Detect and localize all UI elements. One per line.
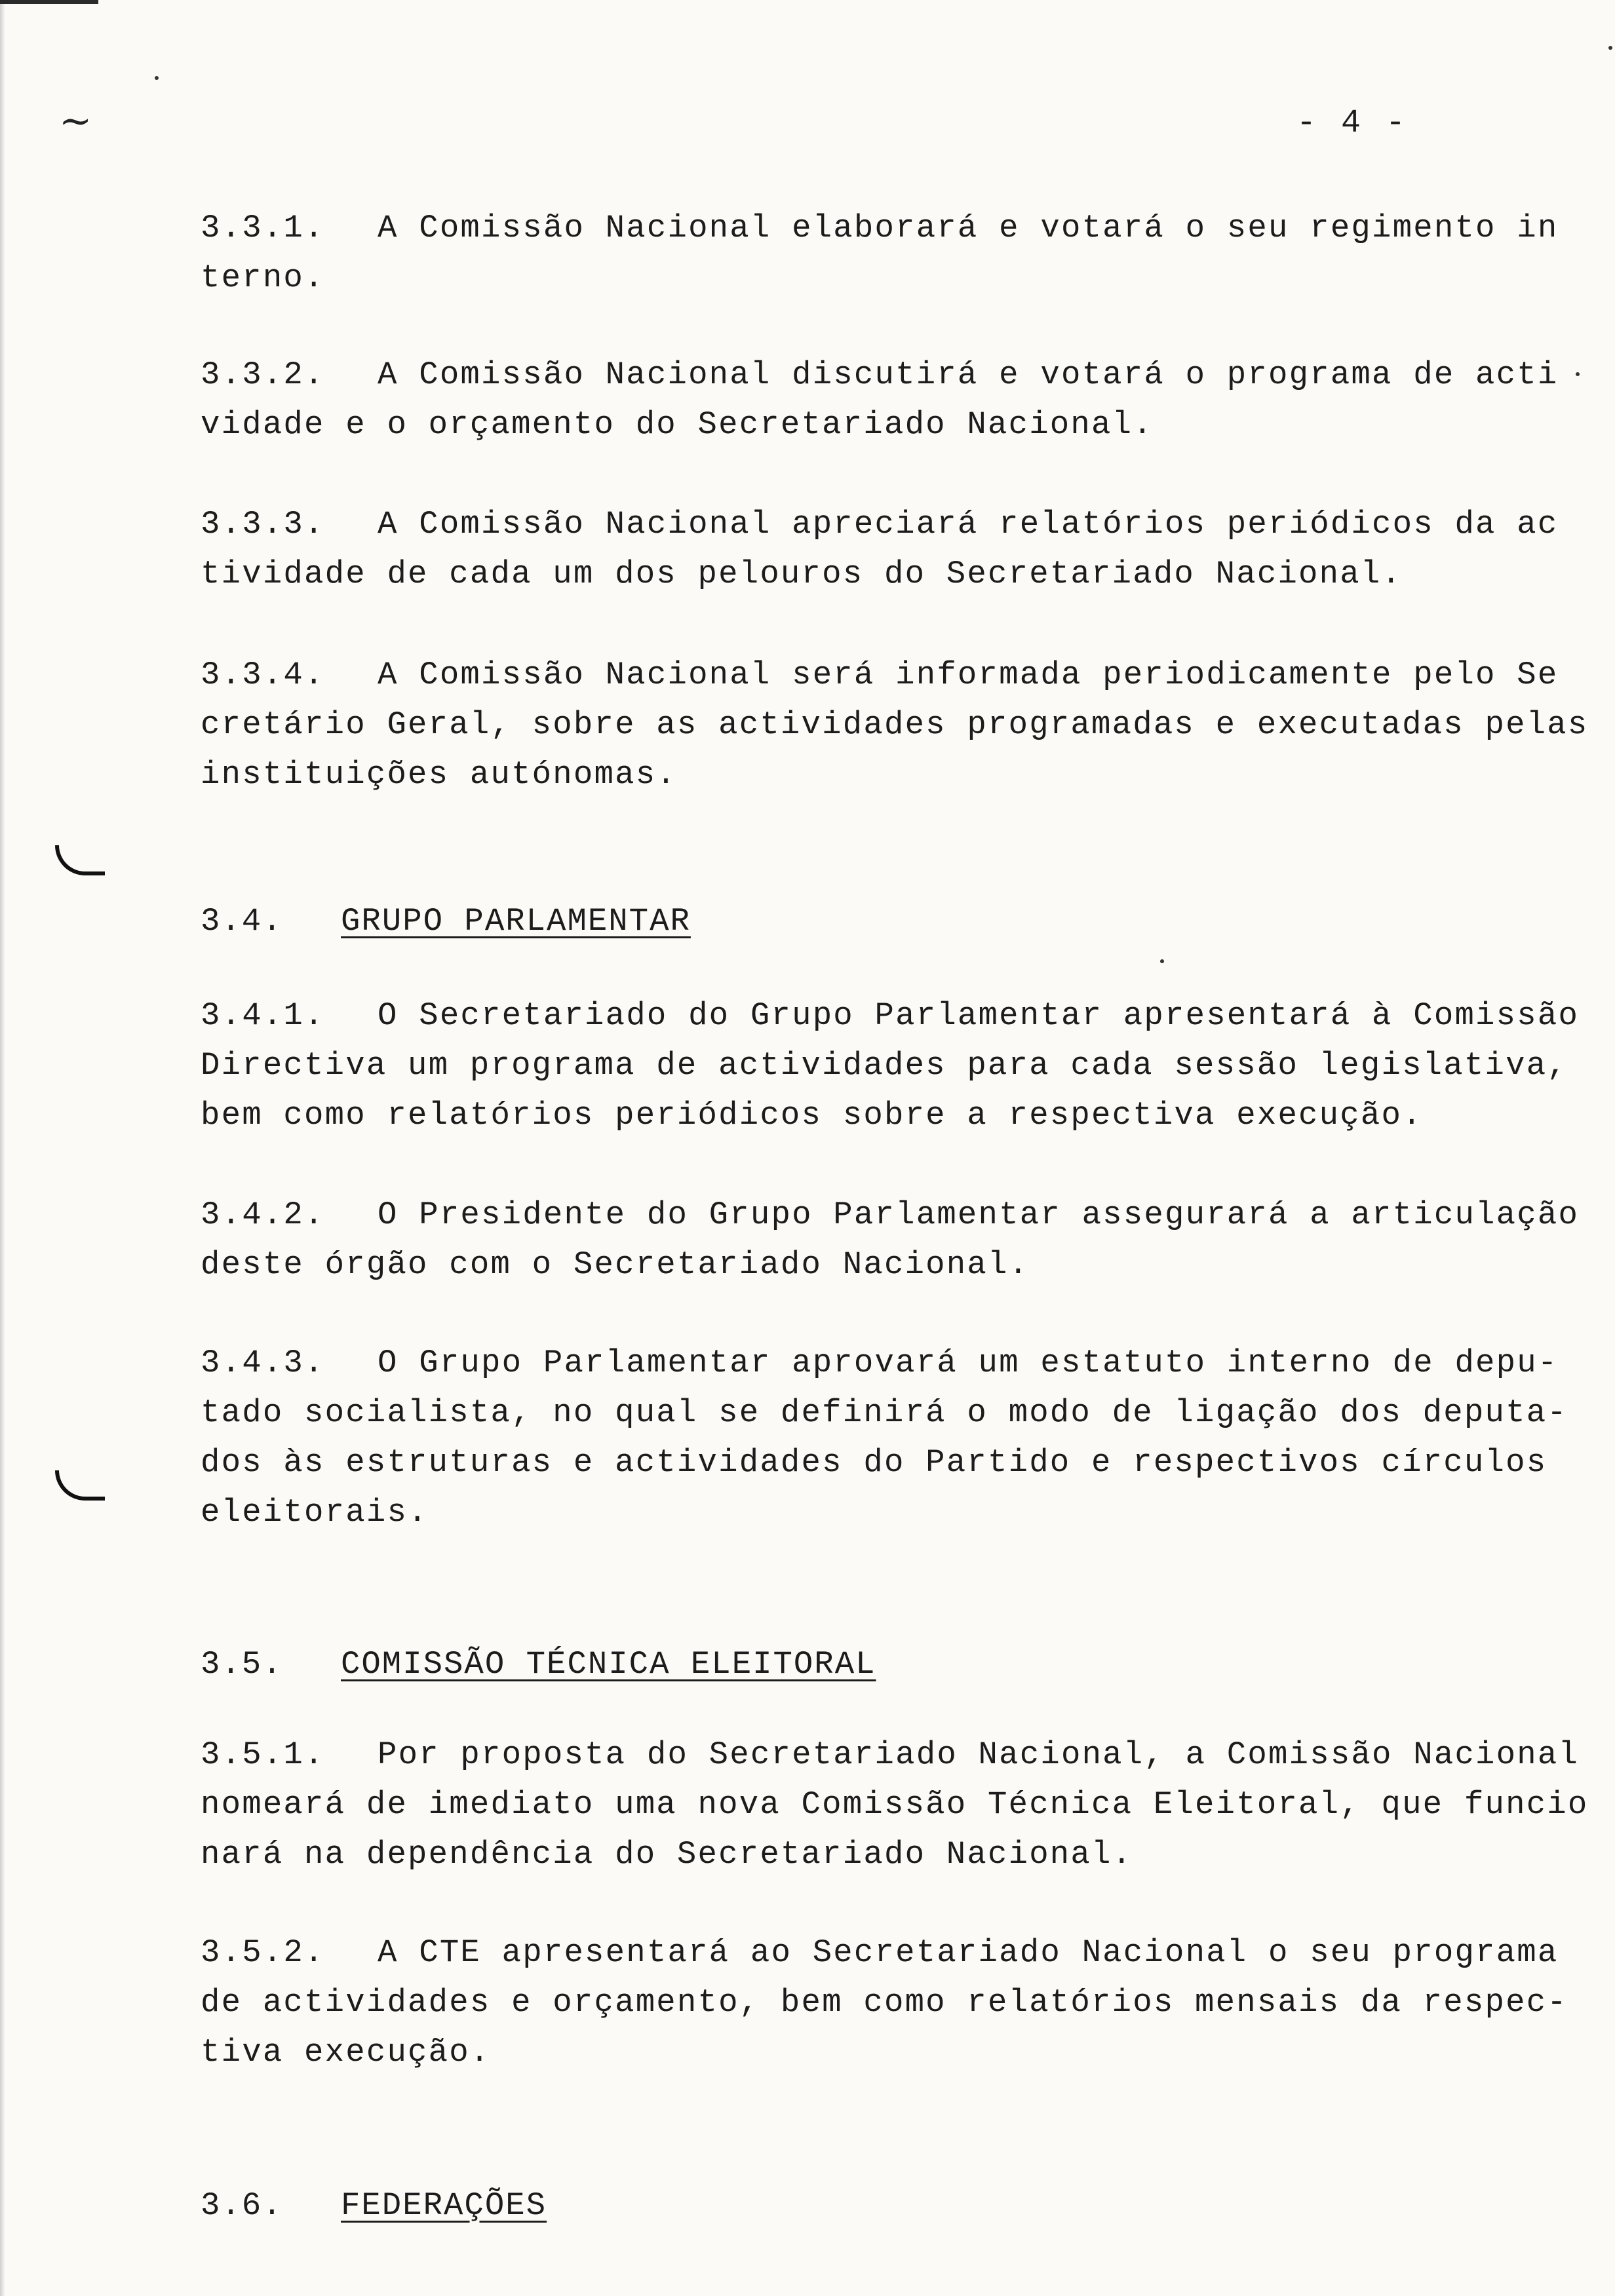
scan-speck bbox=[1608, 46, 1612, 50]
paragraph-line: tado socialista, no qual se definirá o modo de ligação dos deputa- bbox=[201, 1394, 1568, 1431]
paragraph-3-3-3 bbox=[201, 499, 1559, 599]
scan-speck bbox=[1576, 372, 1580, 376]
paragraph-number: 3.4.1. bbox=[201, 997, 325, 1034]
paragraph-line: O Secretariado do Grupo Parlamentar apresentará à Comissão bbox=[378, 997, 1580, 1034]
page-number: - 4 - bbox=[1296, 105, 1409, 142]
section-heading-3-4 bbox=[201, 896, 691, 946]
paragraph-line: A Comissão Nacional elaborará e votará o seu regimento in bbox=[378, 210, 1559, 246]
paragraph-line: A Comissão Nacional será informada periodicamente pelo Se bbox=[378, 657, 1559, 693]
paragraph-3-5-1 bbox=[201, 1730, 1589, 1879]
section-title: FEDERAÇÕES bbox=[341, 2187, 547, 2224]
paragraph-number: 3.5.1. bbox=[201, 1736, 325, 1773]
paragraph-number: 3.5.2. bbox=[201, 1934, 325, 1971]
paragraph-line: nará na dependência do Secretariado Nacional. bbox=[201, 1836, 1133, 1873]
paragraph-number: 3.3.4. bbox=[201, 657, 325, 693]
section-number: 3.4. bbox=[201, 903, 283, 940]
paragraph-line: tividade de cada um dos pelouros do Secretariado Nacional. bbox=[201, 556, 1403, 592]
paragraph-line: A Comissão Nacional apreciará relatórios periódicos da ac bbox=[378, 506, 1559, 543]
section-title: COMISSÃO TÉCNICA ELEITORAL bbox=[341, 1646, 876, 1683]
scan-top-mark bbox=[0, 0, 98, 4]
paragraph-line: eleitorais. bbox=[201, 1494, 429, 1531]
paragraph-line: de actividades e orçamento, bem como relatórios mensais da respec- bbox=[201, 1984, 1568, 2021]
section-heading-3-5 bbox=[201, 1639, 876, 1689]
paragraph-number: 3.4.2. bbox=[201, 1196, 325, 1233]
paragraph-line: instituições autónomas. bbox=[201, 756, 677, 793]
margin-hole-mark bbox=[55, 845, 105, 875]
handwritten-mark: ~ bbox=[59, 98, 92, 144]
paragraph-line: cretário Geral, sobre as actividades programadas e executadas pelas bbox=[201, 706, 1589, 743]
paragraph-3-4-3 bbox=[201, 1338, 1568, 1537]
paragraph-line: tiva execução. bbox=[201, 2034, 491, 2071]
section-number: 3.6. bbox=[201, 2187, 283, 2224]
paragraph-3-5-2 bbox=[201, 1928, 1568, 2077]
paragraph-number: 3.4.3. bbox=[201, 1345, 325, 1381]
paragraph-3-4-2 bbox=[201, 1190, 1580, 1290]
paragraph-line: bem como relatórios periódicos sobre a respectiva execução. bbox=[201, 1097, 1423, 1134]
scan-speck bbox=[155, 76, 159, 80]
paragraph-line: deste órgão com o Secretariado Nacional. bbox=[201, 1246, 1030, 1283]
paragraph-number: 3.3.2. bbox=[201, 356, 325, 393]
paragraph-line: O Presidente do Grupo Parlamentar assegurará a articulação bbox=[378, 1196, 1580, 1233]
paragraph-line: vidade e o orçamento do Secretariado Nacional. bbox=[201, 406, 1154, 443]
scan-speck bbox=[1160, 959, 1164, 963]
paragraph-number: 3.3.3. bbox=[201, 506, 325, 543]
paragraph-3-3-2 bbox=[201, 350, 1559, 450]
paragraph-line: O Grupo Parlamentar aprovará um estatuto interno de depu- bbox=[378, 1345, 1559, 1381]
section-heading-3-6 bbox=[201, 2181, 547, 2230]
paragraph-line: A Comissão Nacional discutirá e votará o programa de acti bbox=[378, 356, 1559, 393]
paragraph-line: terno. bbox=[201, 259, 325, 296]
paragraph-line: dos às estruturas e actividades do Partido e respectivos círculos bbox=[201, 1444, 1547, 1481]
section-title: GRUPO PARLAMENTAR bbox=[341, 903, 691, 940]
margin-hole-mark bbox=[55, 1470, 105, 1501]
scan-edge bbox=[0, 0, 5, 2296]
paragraph-line: nomeará de imediato uma nova Comissão Técnica Eleitoral, que funcio bbox=[201, 1786, 1589, 1823]
paragraph-number: 3.3.1. bbox=[201, 210, 325, 246]
paragraph-line: Por proposta do Secretariado Nacional, a Comissão Nacional bbox=[378, 1736, 1580, 1773]
paragraph-3-3-1 bbox=[201, 203, 1559, 303]
section-number: 3.5. bbox=[201, 1646, 283, 1683]
paragraph-line: A CTE apresentará ao Secretariado Nacional o seu programa bbox=[378, 1934, 1559, 1971]
paragraph-3-3-4 bbox=[201, 650, 1589, 799]
paragraph-line: Directiva um programa de actividades para cada sessão legislativa, bbox=[201, 1047, 1568, 1084]
paragraph-3-4-1 bbox=[201, 991, 1580, 1140]
